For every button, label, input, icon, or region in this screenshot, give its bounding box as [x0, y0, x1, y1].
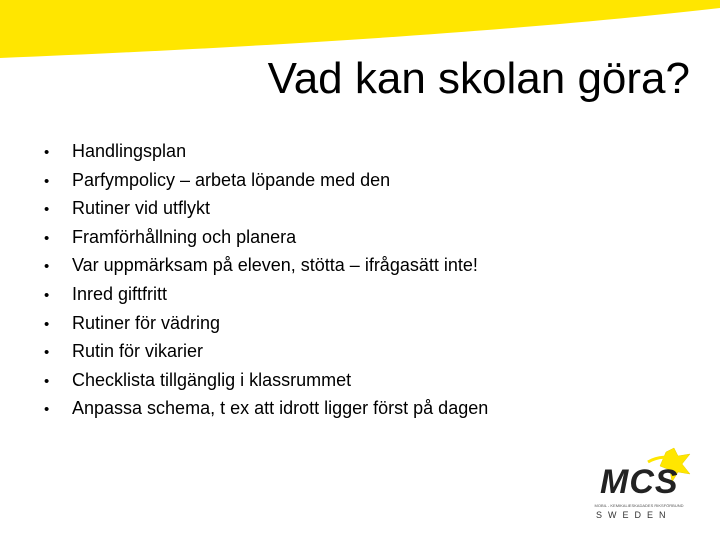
bullet-text: Var uppmärksam på eleven, stötta – ifrågasätt inte! — [72, 255, 478, 276]
bullet-icon: • — [44, 144, 50, 161]
bullet-list — [44, 137, 664, 423]
logo-subtitle: MOBIL - KEMIKALIESKADADES RIKSFÖRBUND — [594, 503, 684, 508]
bullet-icon: • — [44, 344, 50, 362]
list-item — [44, 366, 664, 395]
bullet-text: Checklista tillgänglig i klassrummet — [72, 369, 352, 390]
list-item — [44, 251, 664, 280]
list-item — [44, 309, 664, 338]
bullet-text: Handlingsplan — [72, 141, 187, 161]
list-item — [44, 280, 664, 309]
bullet-text: Anpassa schema, t ex att idrott ligger först på dagen — [72, 398, 489, 419]
list-item — [44, 137, 664, 166]
logo-wordmark: MCS — [600, 463, 679, 501]
bullet-text: Framförhållning och planera — [72, 226, 297, 247]
bullet-icon: • — [44, 229, 50, 247]
bullet-text: Rutin för vikarier — [72, 341, 204, 362]
bullet-icon: • — [44, 401, 50, 419]
bullet-icon: • — [44, 172, 50, 190]
bullet-icon: • — [44, 315, 50, 333]
slide-title: Vad kan skolan göra? — [267, 54, 690, 103]
bullet-icon: • — [44, 286, 50, 304]
bullet-text: Rutiner vid utflykt — [72, 198, 211, 219]
header-accent-band — [0, 0, 720, 60]
bullet-text: Inred giftfritt — [72, 283, 168, 304]
bullet-icon: • — [44, 258, 50, 276]
bullet-text: Parfympolicy – arbeta löpande med den — [72, 169, 391, 190]
list-item — [44, 337, 664, 366]
bullet-icon: • — [44, 201, 50, 219]
list-item — [44, 194, 664, 223]
logo-country: SWEDEN — [596, 510, 672, 520]
bullet-text: Rutiner för vädring — [72, 312, 221, 333]
list-item — [44, 166, 664, 195]
bullet-icon: • — [44, 372, 50, 390]
list-item — [44, 223, 664, 252]
list-item — [44, 394, 664, 423]
